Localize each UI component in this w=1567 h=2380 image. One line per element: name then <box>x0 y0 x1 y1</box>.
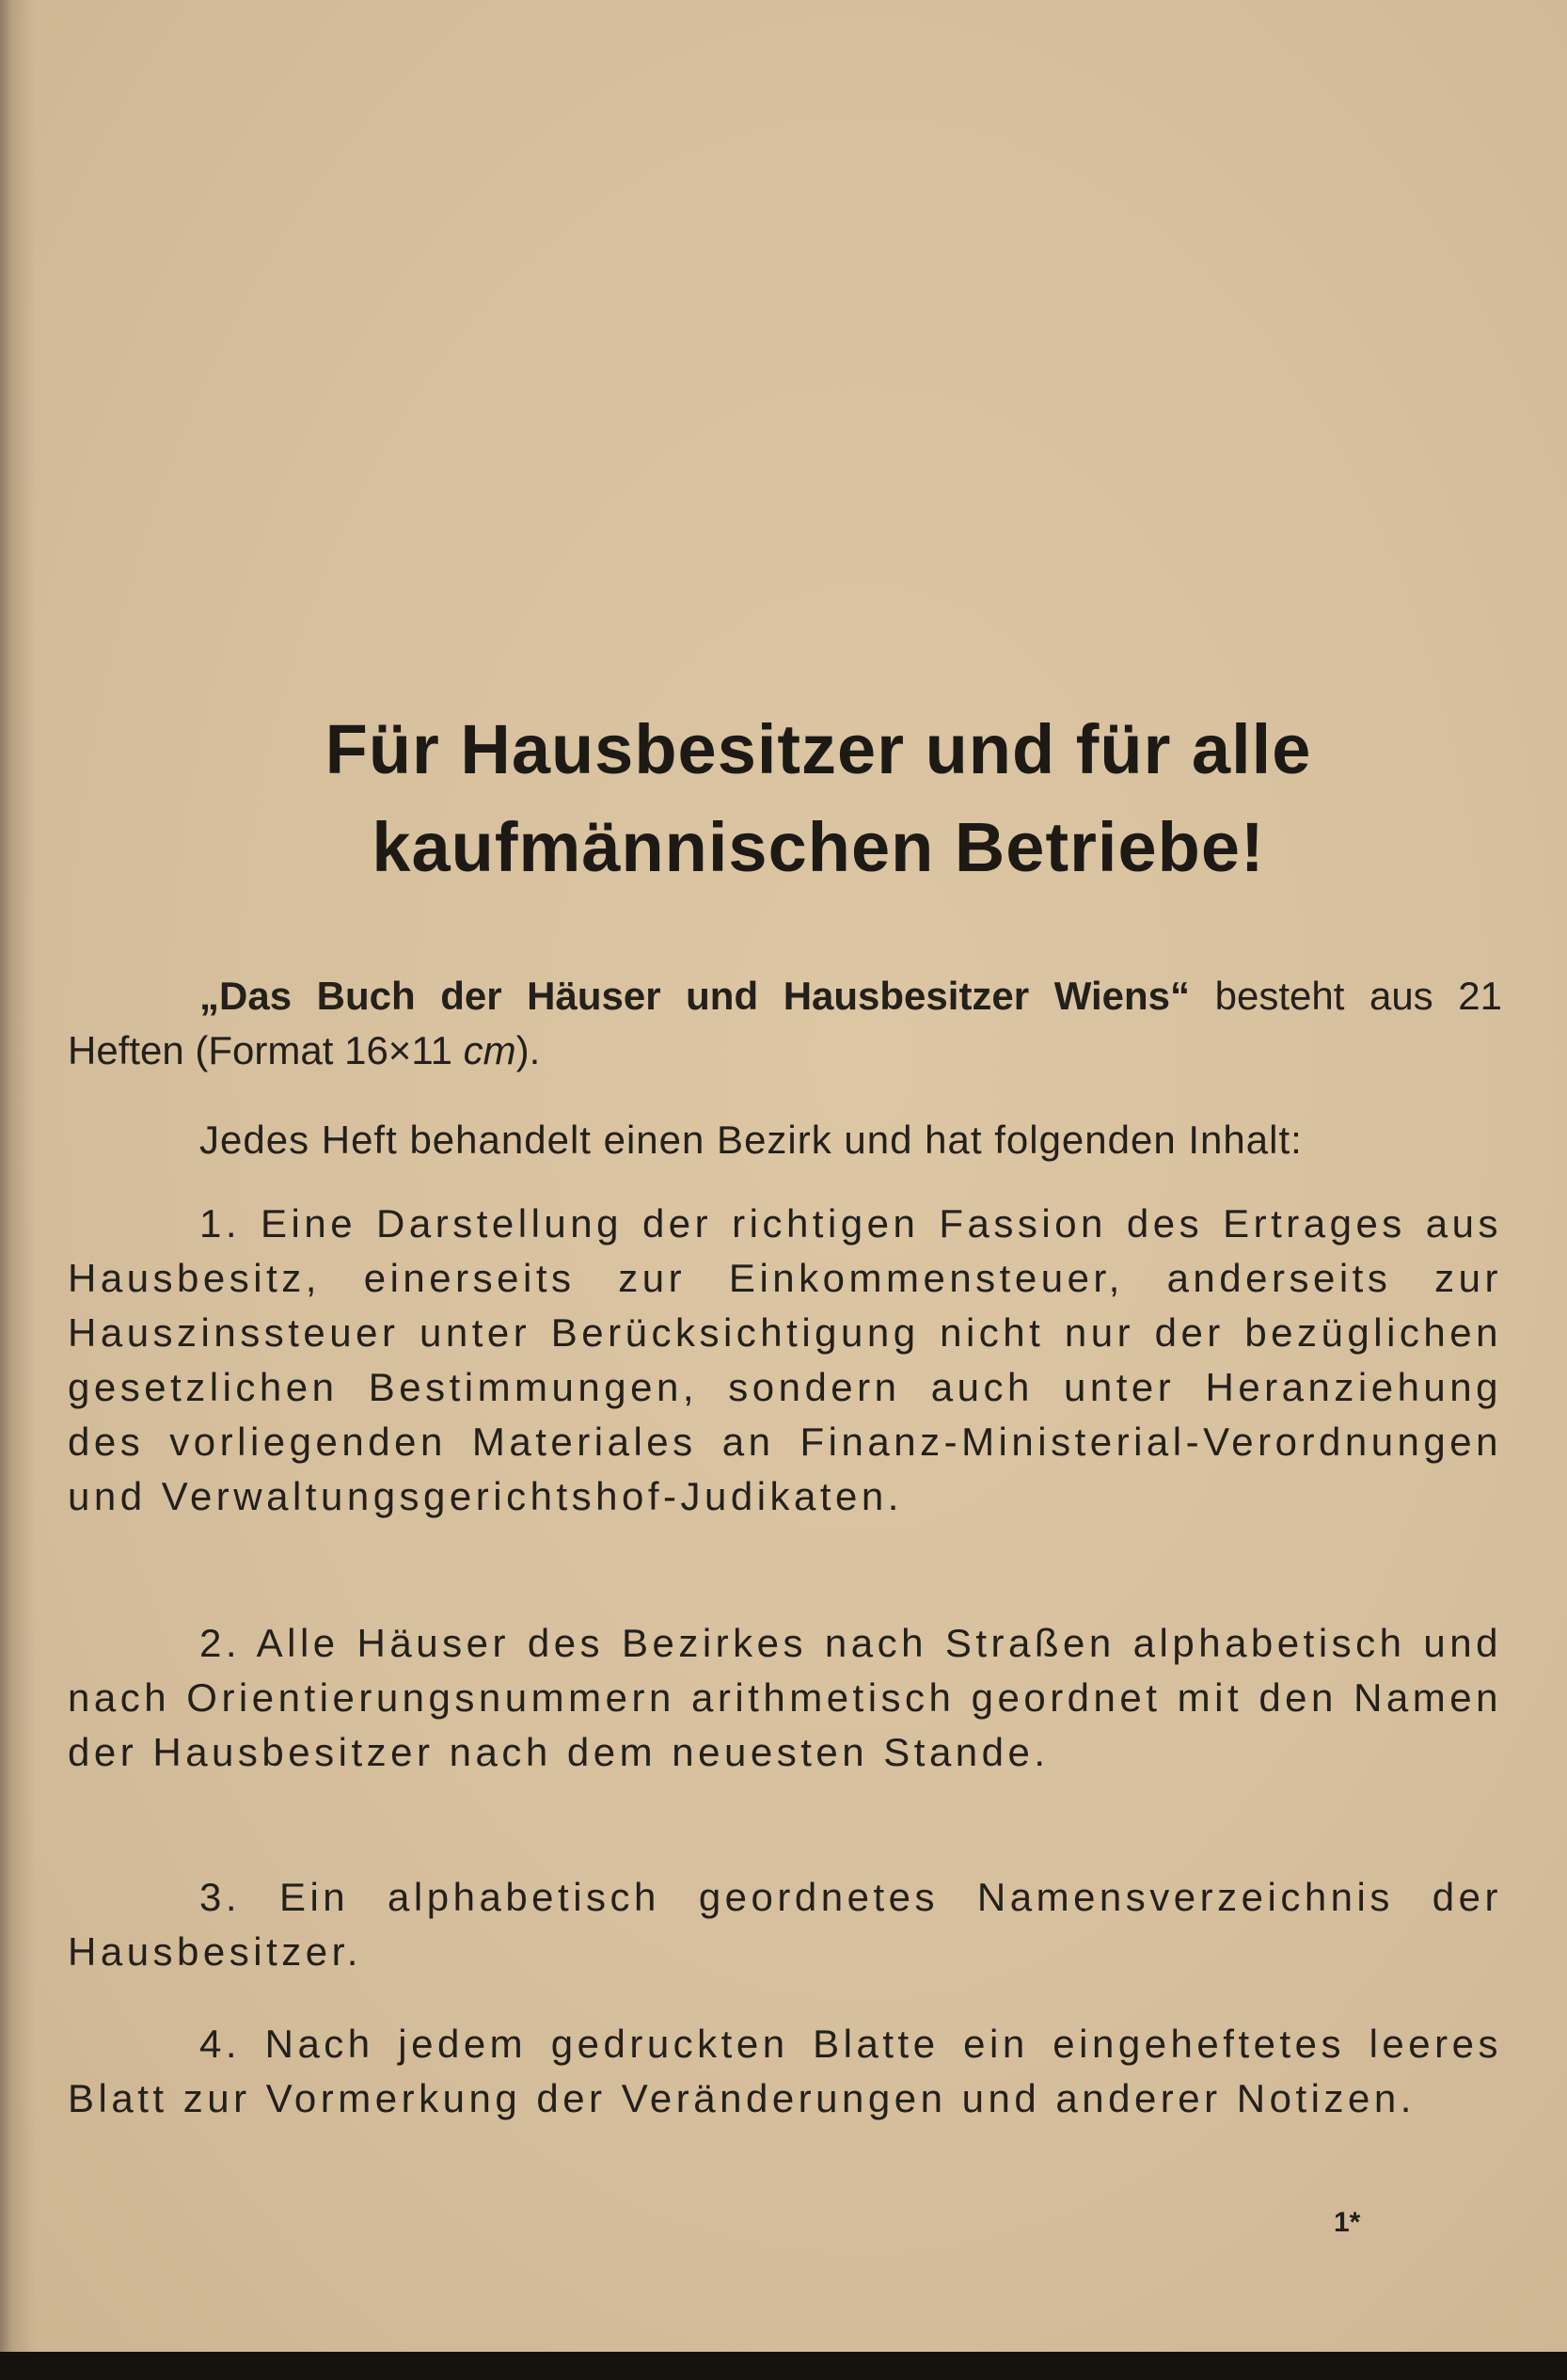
intro-end: ). <box>515 1028 541 1072</box>
contents-item-2: 2. Alle Häuser des Bezirkes nach Straßen alphabetisch und nach Orientierungsnummern arithmetisch geordnet mit den Namen der Hausbesitzer nach dem neuesten Stande. <box>68 1621 1502 1774</box>
book-title: „Das Buch der Häuser und Hausbesitzer Wiens“ <box>199 974 1191 1018</box>
intro-text: besteht aus 21 Heften (Format 16×11 <box>68 974 1502 1072</box>
intro-paragraph <box>68 969 1502 1078</box>
heading-line-1: Für Hausbesitzer und für alle <box>324 710 1312 788</box>
page-number: 1* <box>1334 2207 1361 2238</box>
contents-item-4: 4. Nach jedem gedruckten Blatte ein eingeheftetes leeres Blatt zur Vormerkung der Veränderungen und anderer Notizen. <box>68 2022 1502 2120</box>
heading-line-2: kaufmännischen Betriebe! <box>372 808 1265 886</box>
intro-unit: cm <box>463 1028 516 1072</box>
contents-item-3: 3. Ein alphabetisch geordnetes Namensverzeichnis der Hausbesitzer. <box>68 1875 1502 1974</box>
scan-bottom-border <box>0 2352 1567 2380</box>
contents-lead: Jedes Heft behandelt einen Bezirk und hat folgenden Inhalt: <box>199 1118 1303 1162</box>
page-left-edge <box>0 0 36 2352</box>
contents-item-1: 1. Eine Darstellung der richtigen Fassion des Ertrages aus Hausbesitz, einerseits zur Einkommensteuer, anderseits zur Hauszinssteuer unter Berücksichtigung nicht nur der bezüglichen gesetzlichen Bestimmungen, sondern auch unter Heranziehung des vorliegenden Materiales an Finanz-Ministerial-Verordnungen und Verwaltungsgerichtshof-Judikaten. <box>68 1201 1502 1518</box>
page-heading <box>66 701 1567 896</box>
